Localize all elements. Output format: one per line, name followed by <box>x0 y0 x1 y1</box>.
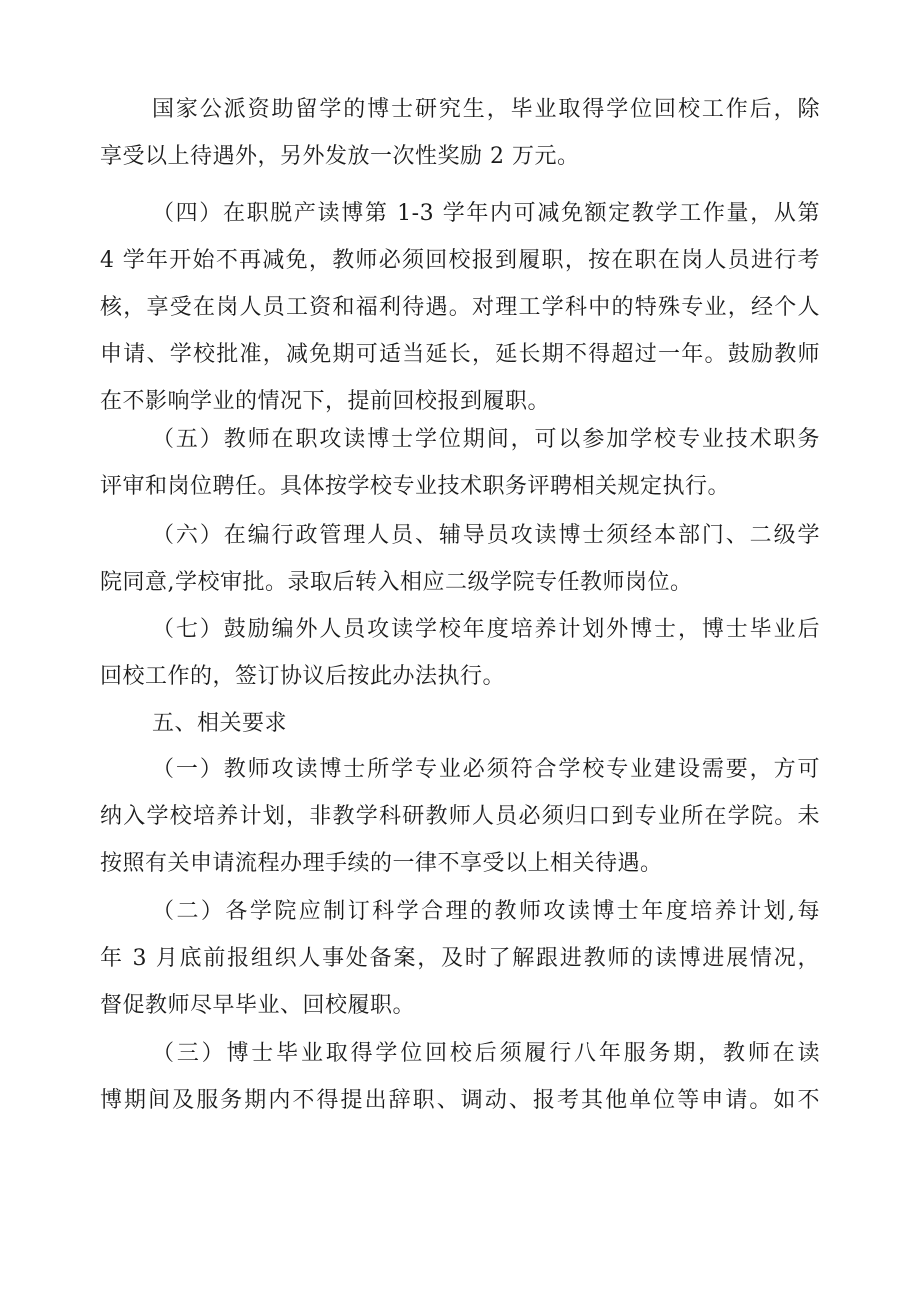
text-line: 在不影响学业的情况下，提前回校报到履职。 <box>100 389 551 414</box>
text-line: （五）教师在职攻读博士学位期间，可以参加学校专业技术职务 <box>152 427 820 452</box>
text-line: 院同意,学校审批。录取后转入相应二级学院专任教师岗位。 <box>100 570 693 595</box>
text-line: （三）博士毕业取得学位回校后须履行八年服务期，教师在读 <box>152 1041 820 1066</box>
text-line: 年 3 月底前报组织人事处备案，及时了解跟进教师的读博进展情况， <box>100 946 820 971</box>
text-line: （七）鼓励编外人员攻读学校年度培养计划外博士，博士毕业后 <box>152 617 820 642</box>
text-line: 核，享受在岗人员工资和福利待遇。对理工学科中的特殊专业，经个人 <box>100 295 820 320</box>
paragraph-item-6 <box>100 512 820 606</box>
heading-text: 五、相关要求 <box>152 711 288 736</box>
paragraph-requirement-3 <box>100 1030 820 1124</box>
text-line: 督促教师尽早毕业、回校履职。 <box>100 993 416 1018</box>
text-line: 纳入学校培养计划，非教学科研教师人员必须归口到专业所在学院。未 <box>100 804 820 829</box>
text-line: （六）在编行政管理人员、辅导员攻读博士须经本部门、二级学 <box>152 523 820 548</box>
section-heading-requirements <box>100 700 820 747</box>
text-line: 按照有关申请流程办理手续的一律不享受以上相关待遇。 <box>100 851 663 876</box>
text-line: （四）在职脱产读博第 1-3 学年内可减免额定教学工作量，从第 <box>152 201 820 226</box>
text-line: 回校工作的，签订协议后按此办法执行。 <box>100 664 506 689</box>
paragraph-item-4 <box>100 190 820 425</box>
text-line: 评审和岗位聘任。具体按学校专业技术职务评聘相关规定执行。 <box>100 474 731 499</box>
text-line: （一）教师攻读博士所学专业必须符合学校专业建设需要，方可 <box>152 757 820 782</box>
text-line: 国家公派资助留学的博士研究生，毕业取得学位回校工作后，除 <box>152 97 820 122</box>
paragraph-item-5 <box>100 416 820 510</box>
text-line: 博期间及服务期内不得提出辞职、调动、报考其他单位等申请。如不 <box>100 1088 820 1113</box>
paragraph-requirement-1 <box>100 746 820 887</box>
text-line: 4 学年开始不再减免，教师必须回校报到履职，按在职在岗人员进行考 <box>100 248 820 273</box>
text-line: （二）各学院应制订科学合理的教师攻读博士年度培养计划,每 <box>152 899 820 924</box>
paragraph-requirement-2 <box>100 888 820 1029</box>
text-line: 申请、学校批准，减免期可适当延长，延长期不得超过一年。鼓励教师 <box>100 342 820 367</box>
text-line: 享受以上待遇外，另外发放一次性奖励 2 万元。 <box>100 144 580 169</box>
paragraph-item-7 <box>100 606 820 700</box>
paragraph-study-abroad-reward <box>100 86 820 180</box>
